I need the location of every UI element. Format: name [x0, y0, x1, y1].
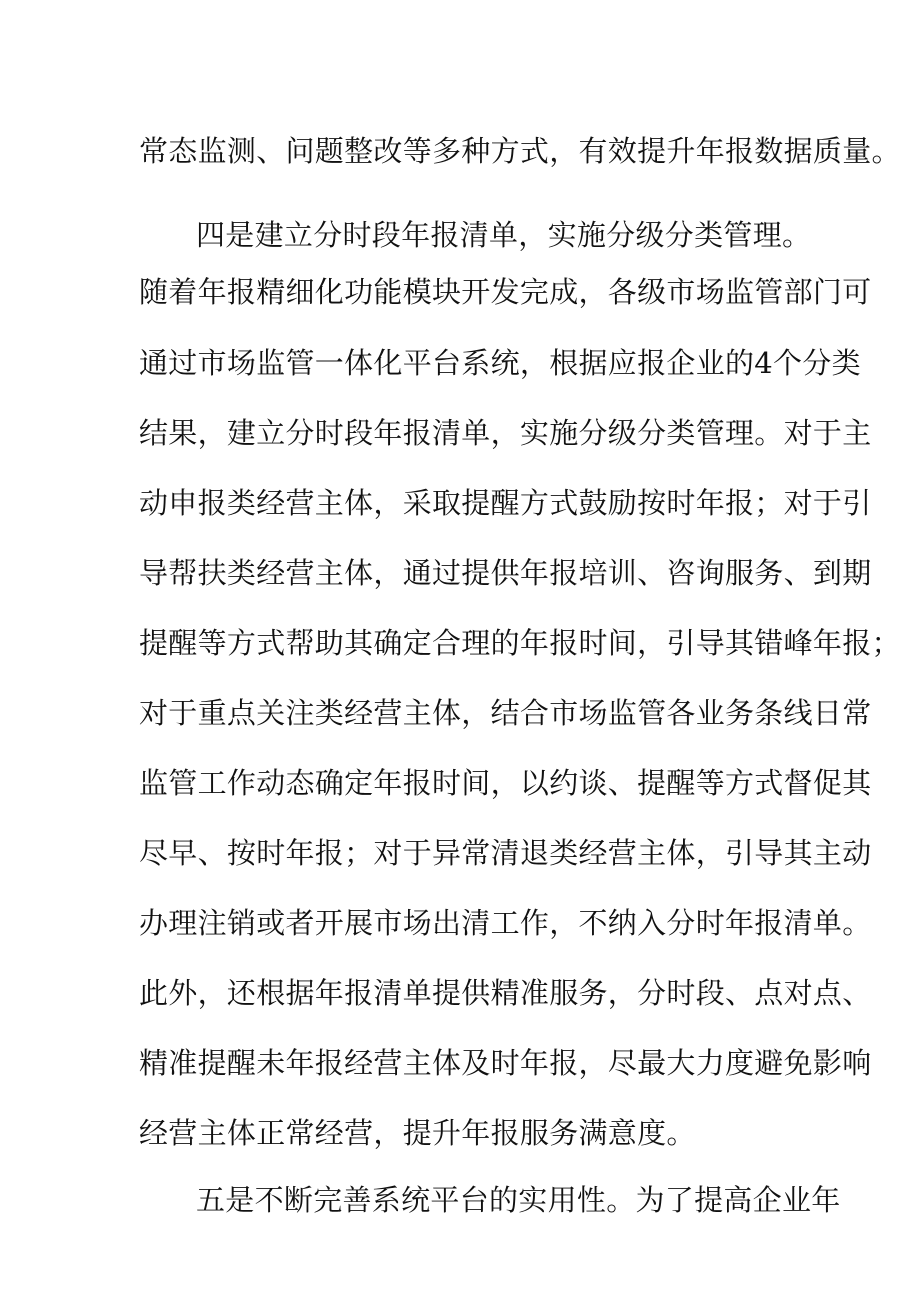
- text-line: 导帮扶类经营主体，通过提供年报培训、咨询服务、到期: [139, 556, 872, 590]
- text-line: 对于重点关注类经营主体，结合市场监管各业务条线日常: [139, 696, 872, 730]
- text-line: 监管工作动态确定年报时间，以约谈、提醒等方式督促其: [139, 766, 872, 800]
- text-line: 随着年报精细化功能模块开发完成，各级市场监管部门可: [139, 275, 872, 309]
- text-line: 办理注销或者开展市场出清工作，不纳入分时年报清单。: [139, 906, 872, 940]
- text-line: 通过市场监管一体化平台系统，根据应报企业的4个分类: [139, 346, 861, 380]
- text-line: 经营主体正常经营，提升年报服务满意度。: [139, 1116, 696, 1150]
- text-line: 常态监测、问题整改等多种方式，有效提升年报数据质量。: [139, 134, 901, 168]
- text-line: 尽早、按时年报；对于异常清退类经营主体，引导其主动: [139, 836, 872, 870]
- section-heading: 四是建立分时段年报清单，实施分级分类管理。: [196, 218, 812, 252]
- text-line: 结果，建立分时段年报清单，实施分级分类管理。对于主: [139, 416, 872, 450]
- text-line: 精准提醒未年报经营主体及时年报，尽最大力度避免影响: [139, 1046, 872, 1080]
- text-line: 此外，还根据年报清单提供精准服务，分时段、点对点、: [139, 976, 872, 1010]
- text-line: 提醒等方式帮助其确定合理的年报时间，引导其错峰年报；: [139, 626, 901, 660]
- section-heading: 五是不断完善系统平台的实用性。为了提高企业年: [196, 1183, 841, 1217]
- text-line: 动申报类经营主体，采取提醒方式鼓励按时年报；对于引: [139, 486, 872, 520]
